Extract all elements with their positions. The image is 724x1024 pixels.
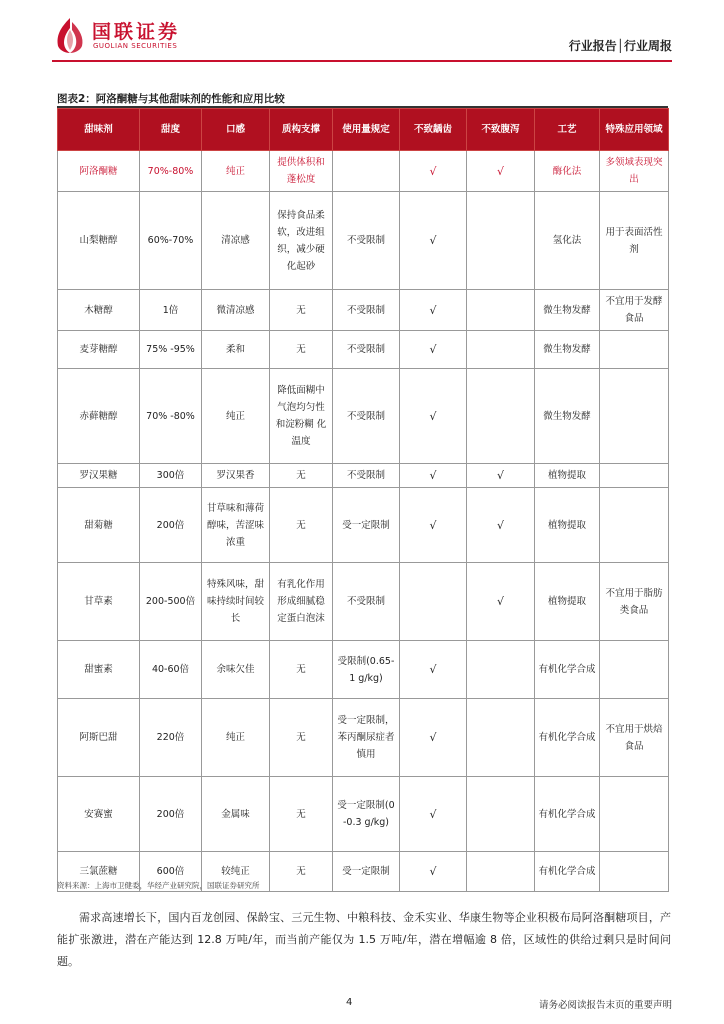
table-cell: 纯正: [202, 151, 270, 192]
table-cell: [600, 331, 669, 369]
table-cell: 不宜用于发酵食品: [600, 290, 669, 331]
table-cell: 有机化学合成: [535, 777, 600, 852]
check-cell: √: [400, 369, 467, 464]
check-cell: [467, 369, 535, 464]
logo-flame-icon: [52, 16, 88, 54]
column-header: 特殊应用领域: [600, 109, 669, 151]
table-cell: 不受限制: [333, 369, 400, 464]
table-cell: 甘草味和薄荷醇味，苦涩味浓重: [202, 488, 270, 563]
table-cell: 无: [270, 488, 333, 563]
table-cell: 70%-80%: [140, 151, 202, 192]
table-cell: 220倍: [140, 699, 202, 777]
table-cell: 甘草素: [58, 563, 140, 641]
header-divider: [52, 60, 672, 62]
table-cell: 不受限制: [333, 290, 400, 331]
table-cell: 200-500倍: [140, 563, 202, 641]
table-cell: 600倍: [140, 852, 202, 892]
check-cell: √: [467, 488, 535, 563]
table-cell: 不受限制: [333, 464, 400, 488]
table-cell: 微生物发酵: [535, 369, 600, 464]
check-cell: √: [400, 777, 467, 852]
table-cell: 阿斯巴甜: [58, 699, 140, 777]
table-cell: 植物提取: [535, 488, 600, 563]
table-cell: 罗汉果糖: [58, 464, 140, 488]
table-cell: 纯正: [202, 699, 270, 777]
column-header: 质构支撑: [270, 109, 333, 151]
table-cell: 有乳化作用形成细腻稳定蛋白泡沫: [270, 563, 333, 641]
table-cell: [333, 151, 400, 192]
check-cell: [467, 852, 535, 892]
table-cell: 无: [270, 777, 333, 852]
check-cell: √: [400, 151, 467, 192]
table-cell: [600, 369, 669, 464]
footer-disclaimer: 请务必阅读报告末页的重要声明: [538, 1000, 672, 1011]
check-cell: [467, 699, 535, 777]
table-row: [58, 331, 669, 369]
column-header: 甜度: [140, 109, 202, 151]
check-cell: √: [467, 563, 535, 641]
table-cell: 植物提取: [535, 464, 600, 488]
check-cell: [467, 641, 535, 699]
check-cell: √: [400, 852, 467, 892]
check-cell: [467, 192, 535, 290]
report-type-label: 行业报告│行业周报: [568, 39, 672, 53]
check-cell: [467, 290, 535, 331]
table-cell: 保持食品柔软，改进组织，减少硬化起砂: [270, 192, 333, 290]
table-cell: 柔和: [202, 331, 270, 369]
check-cell: √: [400, 290, 467, 331]
sweetener-comparison-table: [57, 108, 669, 892]
table-cell: 甜蜜素: [58, 641, 140, 699]
table-cell: 提供体积和蓬松度: [270, 151, 333, 192]
table-cell: 无: [270, 331, 333, 369]
company-logo: [52, 14, 192, 58]
table-cell: 安赛蜜: [58, 777, 140, 852]
table-cell: 酶化法: [535, 151, 600, 192]
table-cell: 降低面糊中气泡均匀性和淀粉糊 化温度: [270, 369, 333, 464]
page-number: 4: [346, 997, 353, 1008]
table-cell: 微清凉感: [202, 290, 270, 331]
table-cell: 有机化学合成: [535, 852, 600, 892]
table-cell: 微生物发酵: [535, 331, 600, 369]
table-row: [58, 290, 669, 331]
table-cell: 受一定限制: [333, 852, 400, 892]
table-cell: 300倍: [140, 464, 202, 488]
table-row: [58, 488, 669, 563]
table-cell: 200倍: [140, 777, 202, 852]
table-cell: 有机化学合成: [535, 699, 600, 777]
table-cell: 受一定限制: [333, 488, 400, 563]
table-cell: 无: [270, 641, 333, 699]
check-cell: [467, 331, 535, 369]
figure-source: 资料来源：上海市卫健委，华经产业研究院，国联证券研究所: [57, 881, 260, 890]
table-cell: 不受限制: [333, 192, 400, 290]
table-cell: 无: [270, 852, 333, 892]
column-header: 不致龋齿: [400, 109, 467, 151]
table-cell: 植物提取: [535, 563, 600, 641]
table-row: [58, 777, 669, 852]
check-cell: √: [400, 641, 467, 699]
table-cell: [600, 852, 669, 892]
table-cell: 多领域表现突出: [600, 151, 669, 192]
column-header: 使用量规定: [333, 109, 400, 151]
table-cell: [600, 777, 669, 852]
table-cell: 氢化法: [535, 192, 600, 290]
table-cell: 山梨糖醇: [58, 192, 140, 290]
check-cell: [400, 563, 467, 641]
check-cell: √: [467, 151, 535, 192]
check-cell: √: [400, 464, 467, 488]
table-cell: 较纯正: [202, 852, 270, 892]
table-cell: [600, 464, 669, 488]
table-cell: 60%-70%: [140, 192, 202, 290]
table-cell: 无: [270, 290, 333, 331]
table-cell: 1倍: [140, 290, 202, 331]
table-cell: 不宜用于脂肪类食品: [600, 563, 669, 641]
table-row: [58, 699, 669, 777]
table-row: [58, 369, 669, 464]
check-cell: √: [400, 488, 467, 563]
table-cell: 用于表面活性剂: [600, 192, 669, 290]
table-cell: 受一定限制，苯丙酮尿症者慎用: [333, 699, 400, 777]
table-row: [58, 563, 669, 641]
table-cell: 微生物发酵: [535, 290, 600, 331]
table-cell: 特殊风味，甜味持续时间较长: [202, 563, 270, 641]
table-cell: 甜菊糖: [58, 488, 140, 563]
table-cell: 不宜用于烘焙食品: [600, 699, 669, 777]
table-cell: 75% -95%: [140, 331, 202, 369]
figure-caption: 图表2：阿洛酮糖与其他甜味剂的性能和应用比较: [57, 93, 285, 105]
table-cell: 不受限制: [333, 563, 400, 641]
column-header: 甜味剂: [58, 109, 140, 151]
table-cell: [600, 641, 669, 699]
table-cell: 无: [270, 464, 333, 488]
check-cell: √: [400, 192, 467, 290]
table-cell: 70% -80%: [140, 369, 202, 464]
table-cell: 纯正: [202, 369, 270, 464]
table-row: [58, 192, 669, 290]
body-paragraph: 需求高速增长下，国内百龙创园、保龄宝、三元生物、中粮科技、金禾实业、华康生物等企业积极布局阿洛酮糖项目，产能扩张激进，潜在产能达到 12.8 万吨/年，而当前产能仅为 1.5 万吨/年，潜在增幅逾 8 倍，区域性的供给过剩只是时间问题。: [57, 911, 671, 968]
table-row: [58, 151, 669, 192]
table-cell: 40-60倍: [140, 641, 202, 699]
check-cell: √: [400, 699, 467, 777]
table-header-row: [58, 109, 669, 151]
page-header: [0, 0, 724, 80]
logo-chinese-name: 国联证券: [92, 21, 181, 43]
check-cell: √: [467, 464, 535, 488]
table-cell: 200倍: [140, 488, 202, 563]
check-cell: √: [400, 331, 467, 369]
table-cell: 无: [270, 699, 333, 777]
table-cell: 赤藓糖醇: [58, 369, 140, 464]
table-cell: 三氯蔗糖: [58, 852, 140, 892]
table-cell: 受一定限制(0-0.3 g/kg): [333, 777, 400, 852]
check-cell: [467, 777, 535, 852]
table-cell: 清凉感: [202, 192, 270, 290]
table-cell: 麦芽糖醇: [58, 331, 140, 369]
table-row: [58, 464, 669, 488]
table-cell: 木糖醇: [58, 290, 140, 331]
table-row: [58, 641, 669, 699]
page-footer: [0, 988, 724, 1024]
table-cell: 阿洛酮糖: [58, 151, 140, 192]
table-cell: 罗汉果香: [202, 464, 270, 488]
column-header: 口感: [202, 109, 270, 151]
table-cell: 金属味: [202, 777, 270, 852]
table-cell: 不受限制: [333, 331, 400, 369]
table-cell: 有机化学合成: [535, 641, 600, 699]
table-cell: 余味欠佳: [202, 641, 270, 699]
column-header: 不致腹泻: [467, 109, 535, 151]
table-cell: 受限制(0.65-1 g/kg): [333, 641, 400, 699]
column-header: 工艺: [535, 109, 600, 151]
logo-english-name: GUOLIAN SECURITIES: [93, 42, 178, 50]
table-cell: [600, 488, 669, 563]
